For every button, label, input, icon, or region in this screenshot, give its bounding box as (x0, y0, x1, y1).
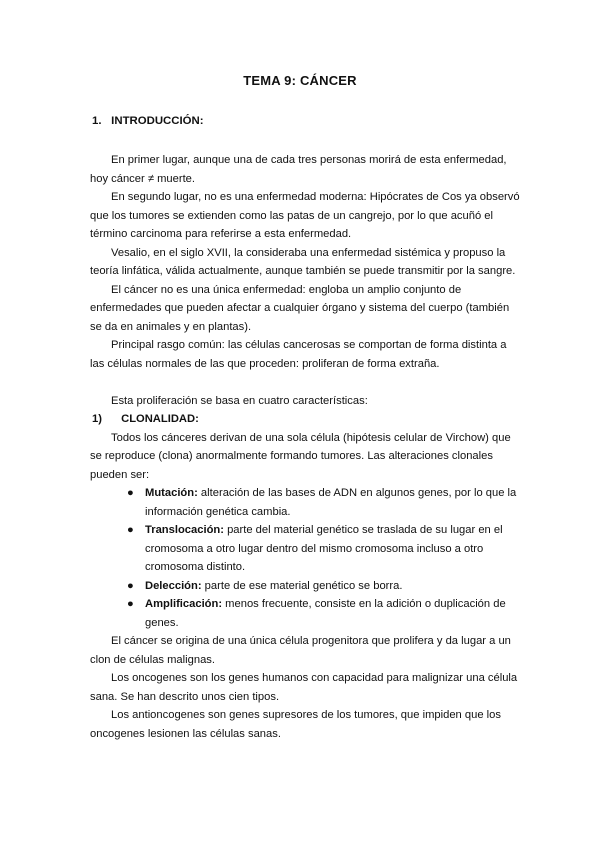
closing-paragraph: Los antioncogenes son genes supresores de los tumores, que impiden que los oncogenes lesionen las células sanas. (90, 709, 501, 740)
intro-paragraph: En segundo lugar, no es una enfermedad moderna: Hipócrates de Cos ya observó que los tumores se extienden como las patas de un cangrejo, por lo que acuñó el término carcinoma para referirse a esta enfermedad. (90, 191, 520, 240)
intro-paragraph: Principal rasgo común: las células cancerosas se comportan de forma distinta a las células normales de las que proceden: proliferan de forma extraña. (90, 339, 507, 370)
intro-paragraph: En primer lugar, aunque una de cada tres personas morirá de esta enfermedad, hoy cáncer ≠ muerte. (90, 154, 507, 185)
bullet-icon: ● (127, 598, 134, 610)
bullet-text: menos frecuente, consiste en la adición o duplicación de genes. (145, 598, 506, 629)
bullet-icon: ● (127, 524, 134, 536)
subsection-title: CLONALIDAD: (121, 413, 199, 425)
closing-paragraph: El cáncer se origina de una única célula progenitora que prolifera y da lugar a un clon de células malignas. (90, 635, 511, 666)
section-title: INTRODUCCIÓN: (111, 115, 204, 127)
bullet-term: Mutación: (145, 487, 198, 499)
list-item (90, 577, 520, 596)
list-item (90, 521, 520, 577)
document-body (90, 151, 520, 743)
subsection-number: 1) (92, 413, 102, 425)
intro-paragraph: El cáncer no es una única enfermedad: engloba un amplio conjunto de enfermedades que pueden afectar a cualquier órgano y sistema del cuerpo (también se da en animales y en plantas). (90, 283, 510, 333)
bullet-icon: ● (127, 579, 134, 592)
intro-paragraph: Vesalio, en el siglo XVII, la consideraba una enfermedad sistémica y propuso la teoría linfática, válida actualmente, aunque también se puede transmitir por la sangre. (90, 246, 516, 277)
bullet-text: parte del material genético se traslada de su lugar en el cromosoma a otro lugar dentro del mismo cromosoma incluso a otro cromosoma distinto. (145, 524, 503, 573)
closing-paragraph: Los oncogenes son los genes humanos con capacidad para malignizar una célula sana. Se han descrito unos cien tipos. (90, 672, 518, 703)
list-item (90, 484, 520, 521)
clonality-intro: Todos los cánceres derivan de una sola célula (hipótesis celular de Virchow) que se reproduce (clona) anormalmente formando tumores. Las alteraciones clonales pueden ser: (90, 431, 511, 481)
clonal-alterations-list (90, 484, 520, 632)
bullet-term: Amplificación: (145, 598, 223, 610)
section-number: 1. (92, 115, 102, 127)
bullet-text: alteración de las bases de ADN en algunos genes, por lo que la información genética cambia. (145, 487, 517, 518)
bullet-text: parte de ese material genético se borra. (201, 579, 403, 592)
section-heading-introduccion (92, 115, 204, 127)
subsection-heading-clonalidad (90, 410, 520, 429)
list-item (90, 595, 520, 632)
bullet-icon: ● (127, 487, 134, 499)
bullet-term: Translocación: (145, 524, 224, 536)
paragraph-gap (90, 373, 520, 392)
bullet-term: Delección: (145, 579, 202, 592)
proliferation-intro: Esta proliferación se basa en cuatro características: (111, 394, 368, 407)
document-title: TEMA 9: CÁNCER (243, 73, 357, 88)
